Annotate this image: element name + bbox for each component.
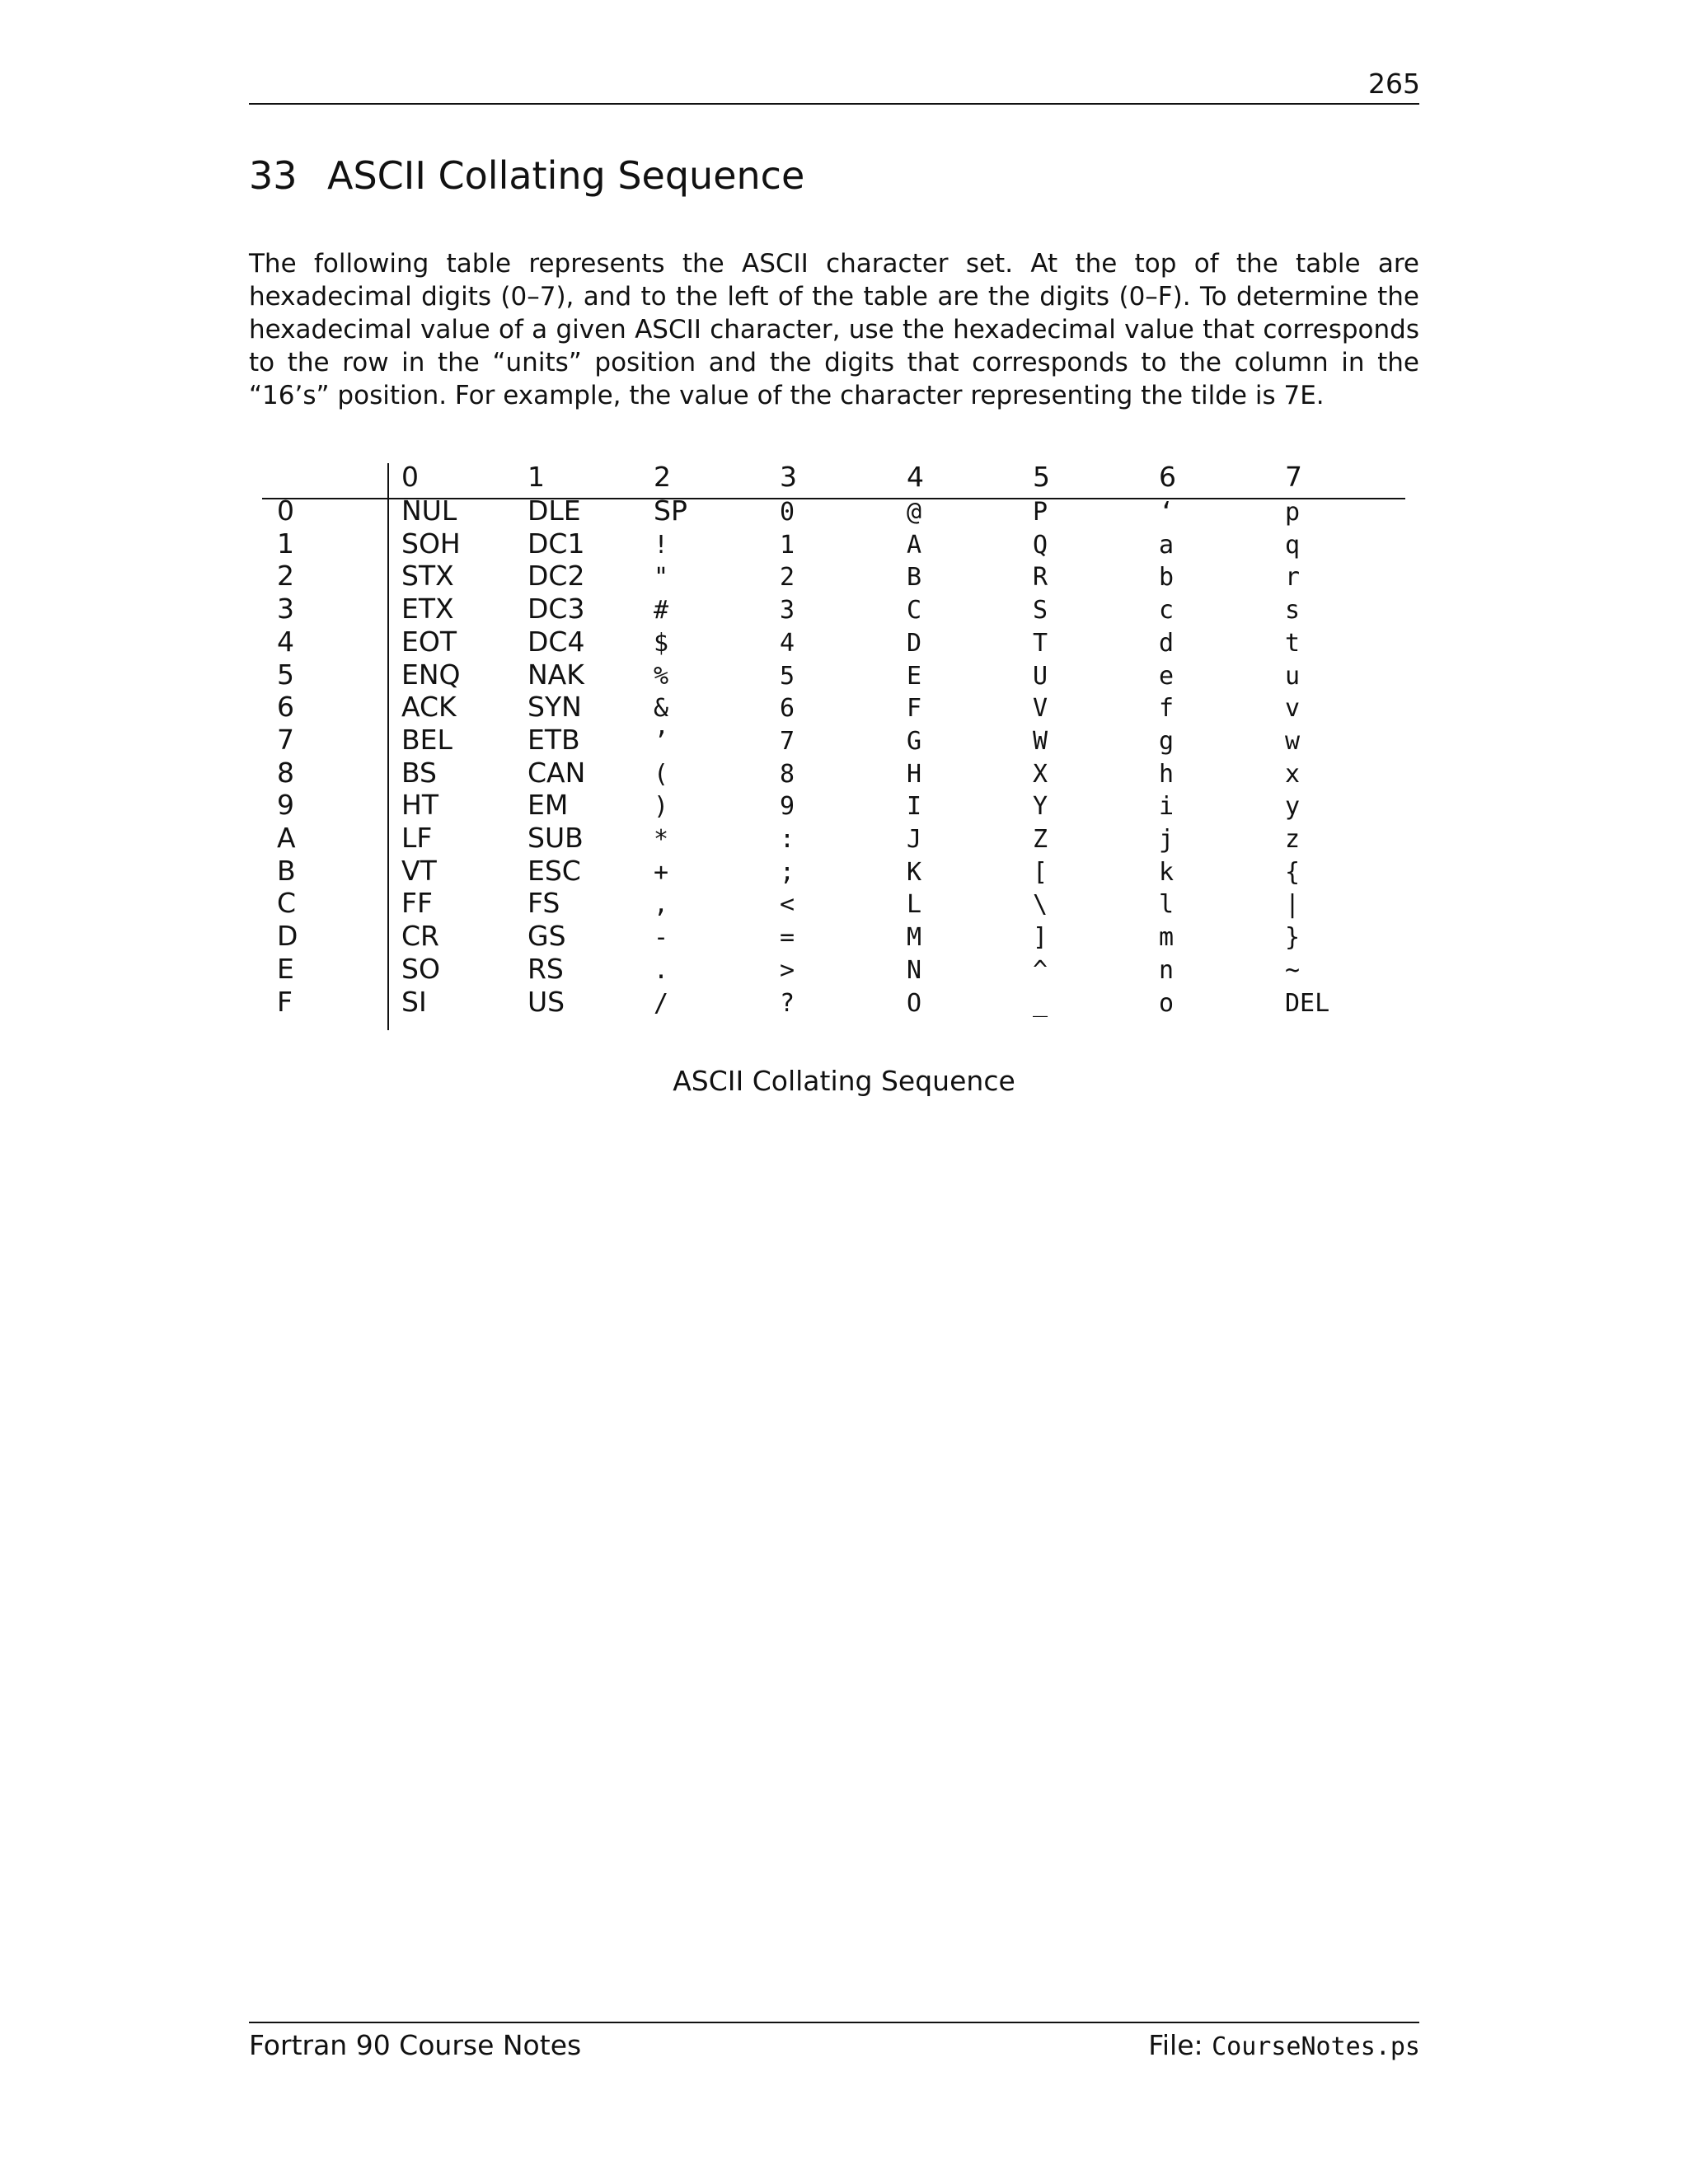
table-cell: P — [1033, 498, 1048, 527]
table-cell: 9 — [780, 792, 795, 822]
table-cell: d — [1159, 628, 1175, 658]
table-cell: R — [1033, 563, 1048, 593]
table-cell: v — [1285, 694, 1301, 724]
table-cell: Z — [1033, 825, 1048, 854]
table-cell: r — [1285, 563, 1301, 593]
table-cell: ETX — [401, 593, 454, 626]
table-cell: @ — [907, 498, 922, 527]
table-cell: ~ — [1285, 955, 1301, 985]
table-cell: B — [907, 563, 922, 593]
row-label: F — [277, 985, 293, 1018]
table-cell: = — [780, 923, 795, 953]
table-cell: STX — [401, 560, 454, 593]
row-label: 8 — [277, 756, 294, 789]
table-caption: ASCII Collating Sequence — [673, 1065, 1015, 1097]
table-cell: US — [528, 985, 565, 1018]
table-cell: 5 — [780, 661, 795, 691]
row-label: 6 — [277, 691, 294, 724]
table-cell: " — [654, 563, 669, 593]
table-cell: FS — [528, 887, 560, 920]
table-cell: | — [1285, 890, 1301, 920]
section-number: 33 — [249, 153, 298, 198]
column-header: 1 — [528, 461, 545, 493]
table-cell: GS — [528, 920, 566, 953]
table-cell: ( — [654, 759, 669, 789]
row-label: A — [277, 822, 296, 854]
table-cell: DC2 — [528, 560, 585, 593]
column-header: 4 — [907, 461, 924, 493]
table-cell: DC4 — [528, 625, 585, 658]
table-cell: 1 — [780, 530, 795, 560]
column-header: 3 — [780, 461, 797, 493]
table-cell: T — [1033, 628, 1048, 658]
table-cell: 7 — [780, 726, 795, 756]
table-cell: / — [654, 988, 669, 1018]
row-label: C — [277, 887, 297, 920]
table-cell: e — [1159, 661, 1175, 691]
table-cell: $ — [654, 628, 669, 658]
table-cell: DLE — [528, 494, 581, 527]
footer-file-prefix: File: — [1148, 2029, 1212, 2061]
table-cell: k — [1159, 857, 1175, 887]
table-cell: SO — [401, 952, 440, 985]
footer-file-name: CourseNotes.ps — [1212, 2032, 1420, 2061]
table-cell: RS — [528, 952, 564, 985]
table-cell: U — [1033, 661, 1048, 691]
row-label: 4 — [277, 625, 294, 658]
table-cell: w — [1285, 726, 1301, 756]
table-cell: H — [907, 759, 922, 789]
table-cell: t — [1285, 628, 1301, 658]
table-cell: n — [1159, 955, 1175, 985]
table-cell: u — [1285, 661, 1301, 691]
table-cell: 8 — [780, 759, 795, 789]
table-cell: x — [1285, 759, 1301, 789]
table-cell: % — [654, 661, 669, 691]
table-cell: K — [907, 857, 922, 887]
table-cell: SI — [401, 985, 427, 1018]
table-vertical-rule — [387, 463, 389, 1030]
table-cell: g — [1159, 726, 1175, 756]
table-cell: DEL — [1285, 988, 1330, 1018]
column-header: 7 — [1285, 461, 1302, 493]
table-cell: y — [1285, 792, 1301, 822]
table-cell: p — [1285, 498, 1301, 527]
row-label: B — [277, 854, 296, 887]
table-cell: DC3 — [528, 593, 585, 626]
table-cell: SOH — [401, 527, 461, 560]
table-cell: 6 — [780, 694, 795, 724]
table-cell: * — [654, 825, 669, 854]
table-cell: & — [654, 694, 669, 724]
table-cell: DC1 — [528, 527, 585, 560]
table-cell: M — [907, 923, 922, 953]
table-cell: , — [654, 890, 669, 920]
row-label: 0 — [277, 494, 294, 527]
table-cell: W — [1033, 726, 1048, 756]
table-cell: J — [907, 825, 922, 854]
table-cell: b — [1159, 563, 1175, 593]
table-cell: VT — [401, 854, 437, 887]
table-cell: z — [1285, 825, 1301, 854]
table-cell: EOT — [401, 625, 457, 658]
table-cell: ! — [654, 530, 669, 560]
row-label: D — [277, 920, 298, 953]
table-cell: ‘ — [1159, 498, 1175, 527]
table-cell: BEL — [401, 723, 452, 756]
table-cell: q — [1285, 530, 1301, 560]
table-cell: # — [654, 596, 669, 626]
table-cell: ] — [1033, 923, 1048, 953]
table-cell: D — [907, 628, 922, 658]
table-cell: i — [1159, 792, 1175, 822]
table-cell: l — [1159, 890, 1175, 920]
table-cell: NUL — [401, 494, 457, 527]
table-cell: h — [1159, 759, 1175, 789]
column-header: 2 — [654, 461, 671, 493]
table-cell: ETB — [528, 723, 580, 756]
section-heading — [249, 152, 804, 199]
table-cell: ACK — [401, 691, 457, 724]
table-cell: S — [1033, 596, 1048, 626]
table-cell: HT — [401, 789, 438, 822]
table-cell: ’ — [654, 726, 669, 756]
table-cell: ^ — [1033, 955, 1048, 985]
row-label: 3 — [277, 593, 294, 626]
intro-paragraph: The following table represents the ASCII character set. At the top of the table are hexadecimal digits (0–7), and to the left of the table are the digits (0–F). To determine the hexadecimal value of a given ASCII character, use the hexadecimal value that corresponds to the row in the “units” position and the digits that corresponds to the column in the “16’s” position. For example, the value of the character representing the tilde is 7E. — [249, 249, 1419, 410]
footer-rule — [249, 2022, 1419, 2023]
table-cell: LF — [401, 822, 433, 854]
column-header: 6 — [1159, 461, 1176, 493]
table-cell: L — [907, 890, 922, 920]
table-cell: m — [1159, 923, 1175, 953]
table-cell: O — [907, 988, 922, 1018]
header-rule — [249, 103, 1419, 105]
table-cell: s — [1285, 596, 1301, 626]
table-cell: 0 — [780, 498, 795, 527]
table-cell: G — [907, 726, 922, 756]
table-cell: I — [907, 792, 922, 822]
table-cell: Y — [1033, 792, 1048, 822]
table-cell: ESC — [528, 854, 581, 887]
table-cell: . — [654, 955, 669, 985]
table-cell: CAN — [528, 756, 586, 789]
table-cell: E — [907, 661, 922, 691]
table-cell: 2 — [780, 563, 795, 593]
table-cell: ENQ — [401, 658, 461, 691]
table-cell: N — [907, 955, 922, 985]
table-cell: { — [1285, 857, 1301, 887]
footer-right — [1148, 2029, 1420, 2064]
row-label: 5 — [277, 658, 294, 691]
table-cell: c — [1159, 596, 1175, 626]
footer-left: Fortran 90 Course Notes — [249, 2029, 582, 2061]
table-cell: > — [780, 955, 795, 985]
table-cell: FF — [401, 887, 433, 920]
table-cell: CR — [401, 920, 439, 953]
row-label: 2 — [277, 560, 294, 593]
table-cell: SP — [654, 494, 687, 527]
table-cell: 3 — [780, 596, 795, 626]
table-cell: } — [1285, 923, 1301, 953]
row-label: 9 — [277, 789, 294, 822]
table-cell: F — [907, 694, 922, 724]
table-cell: Q — [1033, 530, 1048, 560]
row-label: 7 — [277, 723, 294, 756]
table-cell: EM — [528, 789, 569, 822]
table-cell: ; — [780, 857, 795, 887]
table-cell: SUB — [528, 822, 584, 854]
table-cell: a — [1159, 530, 1175, 560]
table-cell: A — [907, 530, 922, 560]
table-cell: 4 — [780, 628, 795, 658]
table-cell: f — [1159, 694, 1175, 724]
page-number: 265 — [1368, 68, 1420, 100]
table-cell: o — [1159, 988, 1175, 1018]
table-cell: _ — [1033, 988, 1048, 1018]
table-cell: ) — [654, 792, 669, 822]
table-cell: - — [654, 923, 669, 953]
table-cell: ? — [780, 988, 795, 1018]
section-title: ASCII Collating Sequence — [327, 153, 805, 198]
row-label: E — [277, 952, 294, 985]
column-header: 5 — [1033, 461, 1050, 493]
table-cell: \ — [1033, 890, 1048, 920]
table-cell: [ — [1033, 857, 1048, 887]
table-cell: < — [780, 890, 795, 920]
table-cell: SYN — [528, 691, 582, 724]
table-cell: BS — [401, 756, 438, 789]
table-cell: + — [654, 857, 669, 887]
table-cell: X — [1033, 759, 1048, 789]
row-label: 1 — [277, 527, 294, 560]
table-cell: C — [907, 596, 922, 626]
table-cell: NAK — [528, 658, 584, 691]
table-cell: j — [1159, 825, 1175, 854]
table-cell: V — [1033, 694, 1048, 724]
table-cell: : — [780, 825, 795, 854]
column-header: 0 — [401, 461, 419, 493]
